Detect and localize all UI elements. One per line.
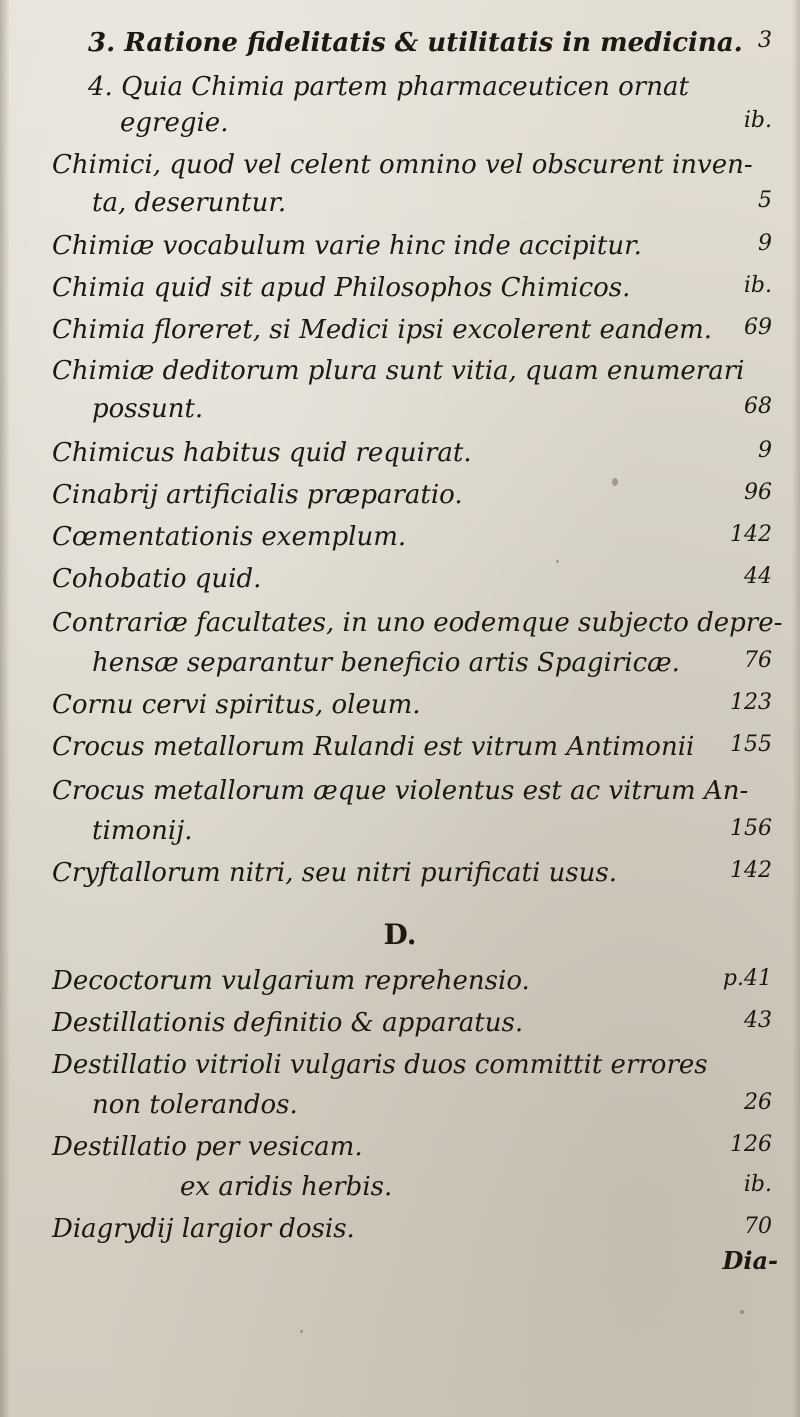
entry-page: ib. xyxy=(743,108,772,133)
entry-page: 123 xyxy=(730,690,772,715)
entry-page: 5 xyxy=(758,188,772,213)
entry-page: 126 xyxy=(730,1132,772,1157)
entry-text: Chimia floreret, si Medici ipsi excolerent eandem. xyxy=(52,315,713,345)
entry-text: Decoctorum vulgarium reprehensio. xyxy=(52,966,530,996)
entry-text: Chimiæ deditorum plura sunt vitia, quam enumerari xyxy=(52,356,745,386)
entry-text: Chimiæ vocabulum varie hinc inde accipitur. xyxy=(52,231,642,261)
entry-page: 76 xyxy=(744,648,772,673)
entry-text: possunt. xyxy=(92,394,204,424)
entry-page: 155 xyxy=(730,732,772,757)
entry-text: Contrariæ facultates, in uno eodemque subjecto depre- xyxy=(52,608,783,638)
entry-page: ib. xyxy=(743,1172,772,1197)
entry-page: 43 xyxy=(744,1008,772,1033)
entry-text: Destillatio per vesicam. xyxy=(52,1132,363,1162)
entry-page: 142 xyxy=(730,522,772,547)
entry-page: 156 xyxy=(730,816,772,841)
entry-text: 4. Quia Chimia partem pharmaceuticen ornat xyxy=(88,72,689,102)
entry-text: Destillationis definitio & apparatus. xyxy=(52,1008,524,1038)
entry-text: Cryftallorum nitri, seu nitri purificati usus. xyxy=(52,858,618,888)
entry-text: Crocus metallorum Rulandi est vitrum Antimonii xyxy=(52,732,695,762)
entry-page: p.41 xyxy=(722,966,772,991)
entry-text: Destillatio vitrioli vulgaris duos committit errores xyxy=(52,1050,708,1080)
entry-text: Cœmentationis exemplum. xyxy=(52,522,407,552)
entry-text: Diagrydij largior dosis. xyxy=(52,1214,355,1244)
paper-speck xyxy=(556,560,559,563)
entry-page: 26 xyxy=(744,1090,772,1115)
entry-page: 44 xyxy=(744,564,772,589)
entry-text: egregie. xyxy=(120,108,229,138)
entry-page: 69 xyxy=(744,315,772,340)
entry-text: ta, deseruntur. xyxy=(92,188,287,218)
catchword: Dia- xyxy=(722,1246,778,1275)
entry-text: Chimicus habitus quid requirat. xyxy=(52,438,472,468)
page-edge-shadow-left xyxy=(0,0,10,1417)
entry-page: 142 xyxy=(730,858,772,883)
paper-speck xyxy=(740,1310,744,1314)
entry-text: non tolerandos. xyxy=(92,1090,298,1120)
entry-text: Cohobatio quid. xyxy=(52,564,262,594)
paper-speck xyxy=(300,1330,303,1333)
entry-text: timonij. xyxy=(92,816,193,846)
entry-page: 70 xyxy=(744,1214,772,1239)
entry-text: Chimici, quod vel celent omnino vel obscurent inven- xyxy=(52,150,753,180)
paper-speck xyxy=(612,478,618,486)
entry-text: Crocus metallorum æque violentus est ac vitrum An- xyxy=(52,776,749,806)
entry-text: Cornu cervi spiritus, oleum. xyxy=(52,690,421,720)
entry-text: Cinabrij artificialis præparatio. xyxy=(52,480,463,510)
entry-page: 3 xyxy=(758,28,772,53)
entry-text: Chimia quid sit apud Philosophos Chimicos. xyxy=(52,273,631,303)
entry-text: 3. Ratione fidelitatis & utilitatis in medicina. xyxy=(88,28,743,58)
page-edge-shadow-right xyxy=(792,0,800,1417)
entry-text: ex aridis herbis. xyxy=(180,1172,393,1202)
entry-page: 9 xyxy=(758,438,772,463)
entry-page: 9 xyxy=(758,231,772,256)
entry-page: 96 xyxy=(744,480,772,505)
entry-text: hensæ separantur beneficio artis Spagiricæ. xyxy=(92,648,680,678)
entry-page: ib. xyxy=(743,273,772,298)
entry-page: 68 xyxy=(744,394,772,419)
section-letter: D. xyxy=(383,918,417,951)
